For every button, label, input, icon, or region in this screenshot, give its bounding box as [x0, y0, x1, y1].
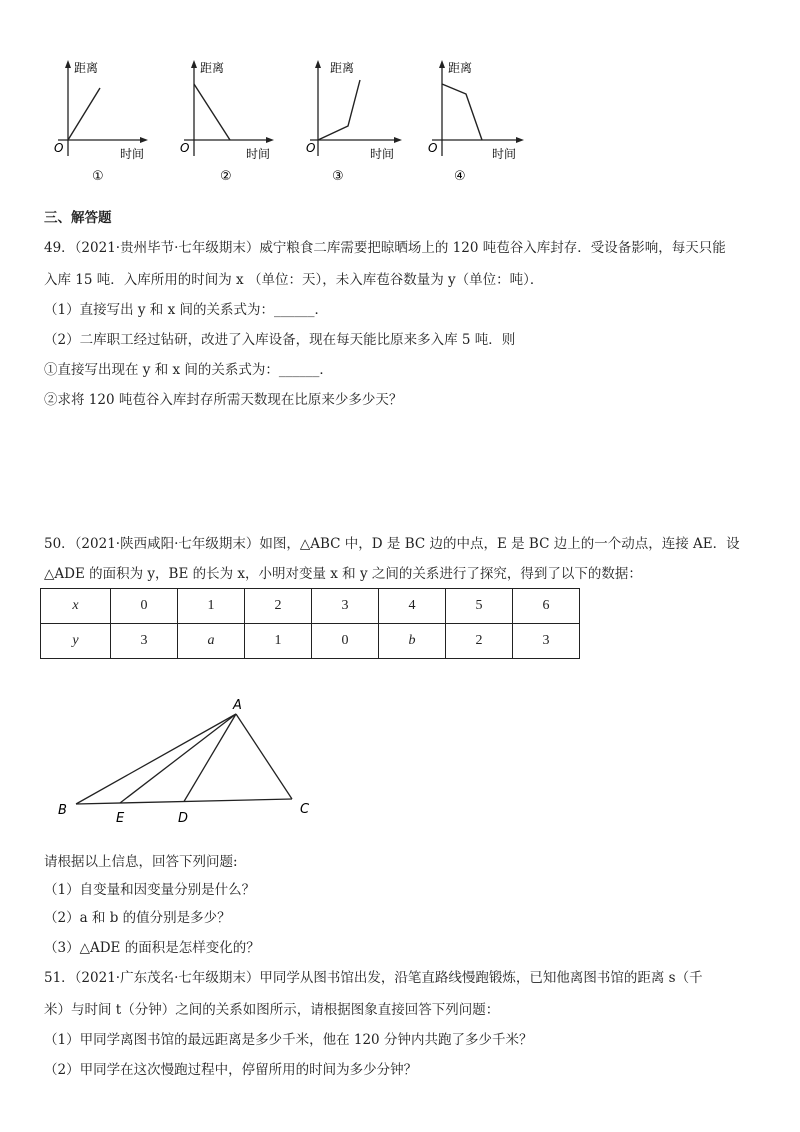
graph-4	[424, 56, 534, 190]
graph-xlabel: 时间	[492, 147, 517, 161]
table-cell: 3	[111, 624, 178, 659]
table-cell: 4	[379, 589, 446, 624]
table-cell: 1	[178, 589, 245, 624]
graph-3	[302, 56, 412, 190]
q49-sub1: （1）直接写出 y 和 x 间的关系式为：______．	[44, 302, 328, 318]
q49-sub2-part2: ②求将 120 吨苞谷入库封存所需天数现在比原来少多少天？	[44, 392, 403, 408]
graph-xlabel: 时间	[370, 147, 395, 161]
q50-sub3: （3）△ADE 的面积是怎样变化的？	[44, 940, 260, 956]
table-cell: b	[379, 624, 446, 659]
graph-origin: O	[54, 141, 64, 155]
q51-sub1: （1）甲同学离图书馆的最远距离是多少千米，他在 120 分钟内共跑了多少千米？	[44, 1032, 533, 1048]
graph-xlabel: 时间	[120, 147, 145, 161]
label-B: B	[58, 803, 67, 818]
graph-origin: O	[428, 141, 438, 155]
q49-sub2: （2）二库职工经过钻研，改进了入库设备，现在每天能比原来多入库 5 吨．则	[44, 332, 516, 348]
table-row-y	[41, 624, 580, 659]
label-C: C	[300, 802, 310, 817]
graph-xlabel: 时间	[246, 147, 271, 161]
graph-origin: O	[180, 141, 190, 155]
q51-line1: 51．（2021·广东茂名·七年级期末）甲同学从图书馆出发，沿笔直路线慢跑锻炼，已知他离图书馆的距离 s（千	[44, 970, 703, 986]
table-cell: x	[41, 589, 111, 624]
q50-sub1: （1）自变量和因变量分别是什么？	[44, 882, 256, 898]
label-D: D	[178, 811, 189, 826]
q49-line1: 49．（2021·贵州毕节·七年级期末）威宁粮食二库需要把晾晒场上的 120 吨苞谷入库封存．受设备影响，每天只能	[44, 240, 726, 256]
data-table	[40, 588, 580, 659]
q50-sub2: （2）a 和 b 的值分别是多少？	[44, 910, 231, 926]
graph-caption: ①	[92, 169, 104, 184]
table-cell: 5	[446, 589, 513, 624]
table-cell: 0	[312, 624, 379, 659]
table-cell: 2	[446, 624, 513, 659]
table-cell: 1	[245, 624, 312, 659]
graph-ylabel: 距离	[74, 61, 99, 75]
table-cell: 0	[111, 589, 178, 624]
graph-2	[174, 56, 284, 190]
q49-sub2-part1: ①直接写出现在 y 和 x 间的关系式为：______．	[44, 362, 333, 378]
table-cell: a	[178, 624, 245, 659]
table-cell: 2	[245, 589, 312, 624]
graph-caption: ④	[454, 169, 466, 184]
table-cell: 6	[513, 589, 580, 624]
graph-caption: ②	[220, 169, 232, 184]
table-cell: 3	[312, 589, 379, 624]
graph-1	[48, 56, 158, 190]
table-cell: y	[41, 624, 111, 659]
triangle-figure	[50, 696, 340, 840]
graph-origin: O	[306, 141, 316, 155]
label-E: E	[116, 811, 125, 826]
section-title: 三、解答题	[44, 210, 112, 226]
graph-ylabel: 距离	[200, 61, 225, 75]
q51-line2: 米）与时间 t（分钟）之间的关系如图所示，请根据图象直接回答下列问题：	[44, 1002, 500, 1018]
label-A: A	[233, 698, 242, 713]
q50-line1: 50．（2021·陕西咸阳·七年级期末）如图，△ABC 中，D 是 BC 边的中点，E 是 BC 边上的一个动点，连接 AE．设	[44, 536, 740, 552]
q51-sub2: （2）甲同学在这次慢跑过程中，停留所用的时间为多少分钟？	[44, 1062, 418, 1078]
q49-line2: 入库 15 吨．入库所用的时间为 x （单位：天），未入库苞谷数量为 y（单位：吨）．	[44, 272, 544, 288]
q50-prompt: 请根据以上信息，回答下列问题:	[44, 854, 238, 870]
q50-line2: △ADE 的面积为 y，BE 的长为 x，小明对变量 x 和 y 之间的关系进行了探究，得到了以下的数据：	[44, 566, 642, 582]
graph-ylabel: 距离	[448, 61, 473, 75]
table-cell: 3	[513, 624, 580, 659]
table-row-x	[41, 589, 580, 624]
graph-caption: ③	[332, 169, 344, 184]
graph-ylabel: 距离	[330, 61, 355, 75]
